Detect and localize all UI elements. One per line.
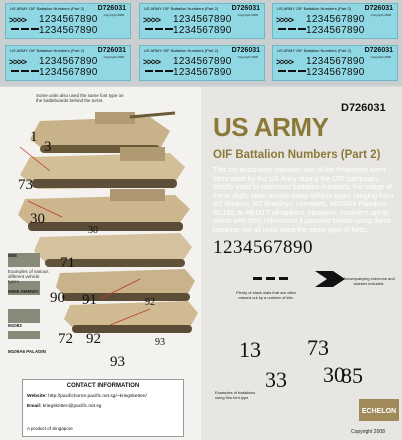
decal-numbers: 1234567890 (39, 67, 98, 78)
decal-strip (0, 0, 402, 86)
decal-header: US ARMY OIF Battalion Numbers (Part 2) (144, 48, 219, 53)
tank-number: 91 (82, 292, 97, 308)
chevrons: >>>> (9, 15, 27, 25)
decal-numbers: 1234567890 (306, 25, 365, 36)
contact-box (22, 379, 184, 437)
tank-number: 92 (145, 297, 155, 308)
note-chevrons: Accompanying chevrons and slashes included. (343, 276, 395, 286)
tank-number: 90 (50, 290, 65, 306)
example-number: 30 (323, 362, 345, 387)
decal-copyright: Copyright 2008 (103, 55, 124, 59)
decal-numbers: 1234567890 (173, 67, 232, 78)
slat-bars (278, 28, 286, 30)
email-label: Email: (27, 404, 42, 409)
tank-number: 1 (30, 129, 38, 145)
tank-illustration (30, 112, 175, 153)
decal-panel (272, 45, 398, 81)
tank-number: 72 (58, 331, 73, 347)
product-subtitle: OIF Battalion Numbers (Part 2) (213, 149, 381, 161)
tank-number: 30 (88, 225, 98, 236)
email-line (27, 404, 101, 409)
vehicle-label: M1083 (8, 323, 22, 328)
decal-numbers: 1234567890 (173, 56, 232, 67)
decal-code: D726031 (231, 5, 260, 12)
vehicle-label: Examples of various different vehicle types (8, 269, 49, 285)
decal-code: D726031 (364, 47, 393, 54)
chevron-arrow-icon (313, 269, 347, 289)
contact-title: CONTACT INFORMATION (66, 383, 140, 389)
email-link[interactable]: kriegsketten@pacific.net.sg (42, 404, 102, 409)
decal-code: D726031 (97, 5, 126, 12)
slat-bars (11, 70, 19, 72)
decal-panel (5, 45, 131, 81)
tank-number: 30 (30, 211, 45, 227)
digit-sample: 1234567890 (213, 237, 313, 258)
vehicle-label: M88 (8, 253, 17, 258)
tank-illustration (56, 269, 195, 301)
decal-numbers: 1234567890 (173, 25, 232, 36)
instruction-card-left (0, 87, 201, 440)
decal-header: US ARMY OIF Battalion Numbers (Part 2) (144, 6, 219, 11)
echelon-logo (359, 399, 399, 421)
decal-code: D726031 (364, 5, 393, 12)
vehicle-label: M109A6 PALADIN (8, 349, 46, 354)
decal-header: US ARMY OIF Battalion Numbers (Part 2) (277, 48, 352, 53)
decal-numbers: 1234567890 (39, 56, 98, 67)
decal-copyright: Copyright 2008 (237, 55, 258, 59)
product-description: This set accurately captures one of the frequently seen fonts used by the US Army during the OIF campaign. Mostly used to represent battalion numbers, the usage of these digits span across many vehicle types ranging from M1 Abrams, M2 Bradleys, Humvees, M109A6 Paladins, M113s, to HEMTT oil tankers. However, modelers are to check with their references if possible before using these because not all units used the same type of fonts. (213, 166, 394, 234)
vehicle-label: M988 HMMWV (8, 289, 39, 294)
decal-copyright: Copyright 2008 (370, 13, 391, 17)
chevrons: >>>> (276, 57, 294, 67)
decal-numbers: 1234567890 (306, 67, 365, 78)
example-number: 13 (239, 337, 261, 362)
tank-number: 92 (86, 331, 101, 347)
slat-bars (145, 70, 153, 72)
instruction-card-right (201, 87, 402, 440)
tank-number: 73 (18, 177, 33, 193)
decal-panel (139, 45, 265, 81)
decal-header: US ARMY OIF Battalion Numbers (Part 2) (10, 48, 85, 53)
chevrons: >>>> (9, 57, 27, 67)
chevrons: >>>> (143, 15, 161, 25)
decal-copyright: Copyright 2008 (237, 13, 258, 17)
decal-copyright: Copyright 2008 (370, 55, 391, 59)
examples-note: Examples of battalions using this font type (215, 390, 256, 400)
slat-bars (145, 28, 153, 30)
decal-copyright: Copyright 2008 (103, 13, 124, 17)
slat-bars (278, 70, 286, 72)
decal-numbers: 1234567890 (306, 14, 365, 25)
website-line (27, 394, 147, 399)
decal-code: D726031 (97, 47, 126, 54)
chevrons: >>>> (143, 57, 161, 67)
product-title: US ARMY (213, 112, 329, 142)
example-number: 33 (265, 367, 287, 392)
note-slats: Plenty of black slats that are often missed out by a number of kits. (235, 290, 297, 300)
decal-header: US ARMY OIF Battalion Numbers (Part 2) (10, 6, 85, 11)
website-label: Website: (27, 394, 47, 399)
example-number: 85 (341, 363, 363, 388)
tank-illustration (34, 233, 192, 267)
slat-bars (11, 28, 19, 30)
chevrons: >>>> (276, 15, 294, 25)
decal-panel (139, 3, 265, 39)
vehicle-thumbnail (8, 309, 40, 323)
product-code: D726031 (341, 102, 386, 114)
copyright: Copyright 2008 (351, 429, 385, 435)
decal-numbers: 1234567890 (39, 14, 98, 25)
decal-numbers: 1234567890 (306, 56, 365, 67)
tank-number: 93 (110, 354, 125, 370)
tank-number: 3 (44, 139, 52, 155)
vehicle-thumbnail (8, 331, 40, 339)
decal-numbers: 1234567890 (173, 14, 232, 25)
decal-numbers: 1234567890 (39, 25, 98, 36)
example-number: 73 (307, 335, 329, 360)
decal-header: US ARMY OIF Battalion Numbers (Part 2) (277, 6, 352, 11)
logo-text: ECHELON (361, 408, 397, 415)
slat-bars-icon (251, 273, 291, 287)
decal-panel (272, 3, 398, 39)
top-note: Some units also used the same font type on the battleboards behind the turret. (36, 93, 124, 104)
tank-number: 93 (155, 337, 165, 348)
decal-code: D726031 (231, 47, 260, 54)
product-line: A product of Singapore (27, 426, 73, 431)
decal-panel (5, 3, 131, 39)
tank-number: 71 (60, 255, 75, 271)
website-link[interactable]: http://pacifichorne.pacific.net.sg/~kriegsketten/ (48, 394, 147, 399)
